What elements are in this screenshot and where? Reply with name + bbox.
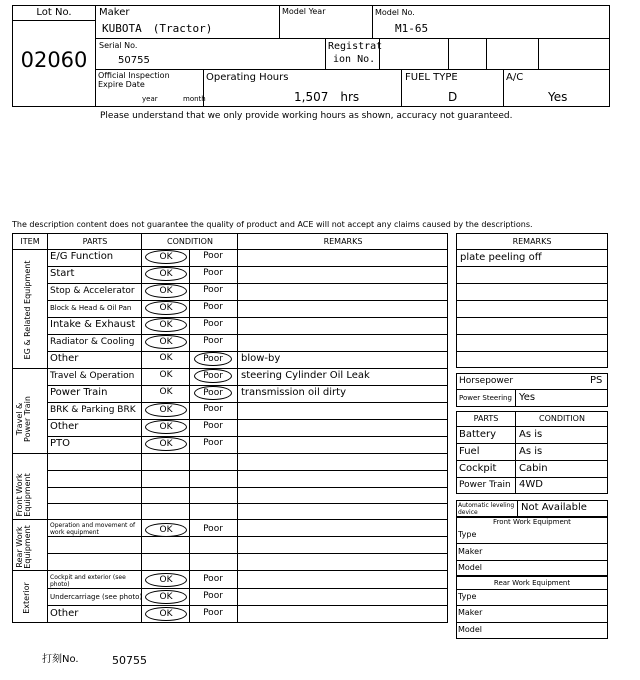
part-brk-parking: BRK & Parking BRK <box>50 405 136 415</box>
front-work-line <box>456 543 608 544</box>
rear-maker-label: Maker <box>458 608 483 617</box>
cockpit-label: Cockpit <box>459 463 497 474</box>
power-steering-label: Power Steering <box>459 394 512 402</box>
poor-selected: Poor <box>194 352 232 366</box>
power-train-label: Power Train <box>459 480 511 490</box>
row-line <box>47 503 448 504</box>
hours-label: Operating Hours <box>206 72 289 83</box>
right-remarks-title: REMARKS <box>512 237 552 246</box>
row-line <box>47 300 448 301</box>
poor-option: Poor <box>203 524 223 534</box>
col-line-condition <box>237 233 238 623</box>
group-label-travel <box>16 377 42 461</box>
group-label-rear <box>16 522 42 572</box>
ok-selected: OK <box>145 437 187 451</box>
lot-value: 02060 <box>20 48 88 72</box>
fuel-value: As is <box>519 446 543 457</box>
serial-label: Serial No. <box>99 41 138 50</box>
row-line <box>47 266 448 267</box>
hours-notice: Please understand that we only provide working hours as shown, accuracy not guaranteed. <box>100 111 513 121</box>
header-divider-reg3 <box>448 39 449 70</box>
poor-option: Poor <box>203 251 223 261</box>
header-divider-reg4 <box>486 39 487 70</box>
part-intake-exhaust: Intake & Exhaust <box>50 319 136 330</box>
group-line-travel <box>12 368 448 369</box>
group-label-rear-text: Rear Work Equipment <box>15 525 33 569</box>
part-cockpit-exterior: Cockpit and exterior (see photo) <box>50 574 126 589</box>
registration-label-2: ion No. <box>333 54 376 65</box>
poor-option: Poor <box>203 608 223 618</box>
rear-model-label: Model <box>458 625 483 634</box>
poor-selected: Poor <box>194 369 232 383</box>
front-work-line <box>456 560 608 561</box>
row-line <box>47 470 448 471</box>
horsepower-divider <box>515 390 516 407</box>
part-power-train: Power Train <box>50 387 108 398</box>
horsepower-unit: PS <box>590 375 603 386</box>
part-pto: PTO <box>50 438 71 449</box>
ok-selected: OK <box>145 420 187 434</box>
rear-work-line <box>456 589 608 590</box>
row-line <box>47 402 448 403</box>
model-no-label: Model No. <box>375 8 415 17</box>
row-line <box>47 317 448 318</box>
fuel-label: Fuel <box>459 446 480 457</box>
year-label: year <box>142 95 158 103</box>
front-work-title: Front Work Equipment <box>493 518 571 526</box>
group-label-travel-text: Travel & Power Train <box>15 396 33 442</box>
poor-option: Poor <box>203 319 223 329</box>
right-remarks-value: plate peeling off <box>460 252 542 263</box>
col-item-header: ITEM <box>20 237 40 246</box>
part-block-head: Block & Head & Oil Pan <box>50 304 132 312</box>
part-other-exterior: Other <box>50 608 79 619</box>
poor-selected: Poor <box>194 386 232 400</box>
ok-selected: OK <box>145 284 187 298</box>
group-line-rear <box>12 519 448 520</box>
front-maker-label: Maker <box>458 547 483 556</box>
poor-option: Poor <box>203 336 223 346</box>
col-condition-header: CONDITION <box>167 237 213 246</box>
parts-label: PARTS <box>473 414 499 423</box>
ac-label: A/C <box>506 72 524 83</box>
group-line-front <box>12 453 448 454</box>
poor-option: Poor <box>203 302 223 312</box>
row-line <box>47 419 448 420</box>
rear-work-line <box>456 605 608 606</box>
auto-leveling-divider <box>517 500 518 517</box>
row-line <box>47 605 448 606</box>
col-remarks-header: REMARKS <box>323 237 363 246</box>
ok-selected: OK <box>145 590 187 604</box>
hours-value: 1,507 hrs <box>294 90 360 104</box>
rear-type-label: Type <box>458 592 477 601</box>
lot-label: Lot No. <box>36 7 72 18</box>
part-start: Start <box>50 268 75 279</box>
right-remarks-line <box>456 318 608 335</box>
row-line <box>47 283 448 284</box>
ok-selected: OK <box>145 403 187 417</box>
right-remarks-line <box>456 301 608 318</box>
header-divider-modelyear <box>279 5 280 39</box>
inspection-label-1: Official Inspection <box>98 71 170 80</box>
row-line <box>47 436 448 437</box>
ok-option: OK <box>159 387 173 397</box>
auto-leveling-label-2: device <box>458 509 478 516</box>
part-stop-accelerator: Stop & Accelerator <box>50 286 135 296</box>
condition-label: CONDITION <box>539 414 585 423</box>
ok-selected: OK <box>145 301 187 315</box>
col-parts-header: PARTS <box>82 237 108 246</box>
group-line-exterior <box>12 570 448 571</box>
rear-work-line <box>456 622 608 623</box>
row-line <box>47 487 448 488</box>
part-operation-work-equipment: Operation and movement of work equipment <box>50 522 136 537</box>
inspection-label-2: Expire Date <box>98 80 145 89</box>
ok-option: OK <box>159 370 173 380</box>
ac-value: Yes <box>548 90 568 104</box>
ok-selected: OK <box>145 267 187 281</box>
col-line-item <box>47 233 48 623</box>
cockpit-value: Cabin <box>519 463 548 474</box>
poor-option: Poor <box>203 285 223 295</box>
header-divider-reg <box>325 39 326 70</box>
part-undercarriage: Undercarriage (see photo) <box>50 593 143 601</box>
group-label-front-text: Front Work Equipment <box>15 473 33 517</box>
poor-option: Poor <box>203 404 223 414</box>
poor-option: Poor <box>203 421 223 431</box>
right-remarks-line <box>456 267 608 284</box>
row-line <box>47 553 448 554</box>
auto-leveling-value: Not Available <box>521 502 587 513</box>
power-train-value: 4WD <box>519 479 543 490</box>
stamp-label: 打刻No. <box>42 654 79 665</box>
group-label-exterior: Exterior <box>22 582 31 614</box>
ok-selected: OK <box>145 250 187 264</box>
part-other-travel: Other <box>50 421 79 432</box>
part-travel-operation: Travel & Operation <box>50 371 135 381</box>
group-label-front <box>16 462 42 528</box>
battery-value: As is <box>519 429 543 440</box>
col-line-parts <box>141 233 142 623</box>
remark-travel-operation: steering Cylinder Oil Leak <box>241 370 370 381</box>
part-eg-function: E/G Function <box>50 251 114 262</box>
ok-selected: OK <box>145 318 187 332</box>
poor-option: Poor <box>203 574 223 584</box>
month-label: month <box>183 95 206 103</box>
part-radiator-cooling: Radiator & Cooling <box>50 337 135 347</box>
remark-other-eg: blow-by <box>241 353 281 364</box>
rear-work-title: Rear Work Equipment <box>493 579 571 587</box>
auto-leveling-label-1: Automatic leveling <box>458 502 515 509</box>
poor-option: Poor <box>203 438 223 448</box>
header-divider-modelno <box>372 5 373 39</box>
battery-label: Battery <box>459 429 497 440</box>
remark-power-train: transmission oil dirty <box>241 387 346 398</box>
ok-selected: OK <box>145 573 187 587</box>
ok-selected: OK <box>145 607 187 621</box>
maker-label: Maker <box>99 7 130 18</box>
ok-selected: OK <box>145 523 187 537</box>
horsepower-label: Horsepower <box>459 376 514 386</box>
model-no-value: M1-65 <box>395 22 429 35</box>
header-divider-reg5 <box>538 39 539 70</box>
poor-option: Poor <box>203 268 223 278</box>
stamp-value: 50755 <box>112 654 147 667</box>
right-remarks-line <box>456 284 608 301</box>
row-line <box>47 385 448 386</box>
header-divider-ac <box>503 70 504 107</box>
right-remarks-line <box>456 335 608 352</box>
row-line <box>47 334 448 335</box>
poor-option: Poor <box>203 591 223 601</box>
serial-value: 50755 <box>118 55 150 66</box>
registration-label-1: Registrat <box>328 41 383 52</box>
part-other-eg: Other <box>50 353 79 364</box>
row-line <box>47 351 448 352</box>
ok-option: OK <box>159 353 173 363</box>
group-label-eg: EG & Related Equipment <box>23 260 32 360</box>
fuel-type-label: FUEL TYPE <box>405 72 458 83</box>
description-notice: The description content does not guarantee the quality of product and ACE will not accept any claims caused by the descriptions. <box>12 220 533 229</box>
header-divider-fuel <box>401 70 402 107</box>
model-year-label: Model Year <box>282 7 326 16</box>
fuel-type-value: D <box>448 90 458 104</box>
maker-value: KUBOTA (Tractor) <box>102 22 213 35</box>
front-model-label: Model <box>458 563 483 572</box>
ok-selected: OK <box>145 335 187 349</box>
front-type-label: Type <box>458 530 477 539</box>
power-steering-value: Yes <box>519 392 536 403</box>
